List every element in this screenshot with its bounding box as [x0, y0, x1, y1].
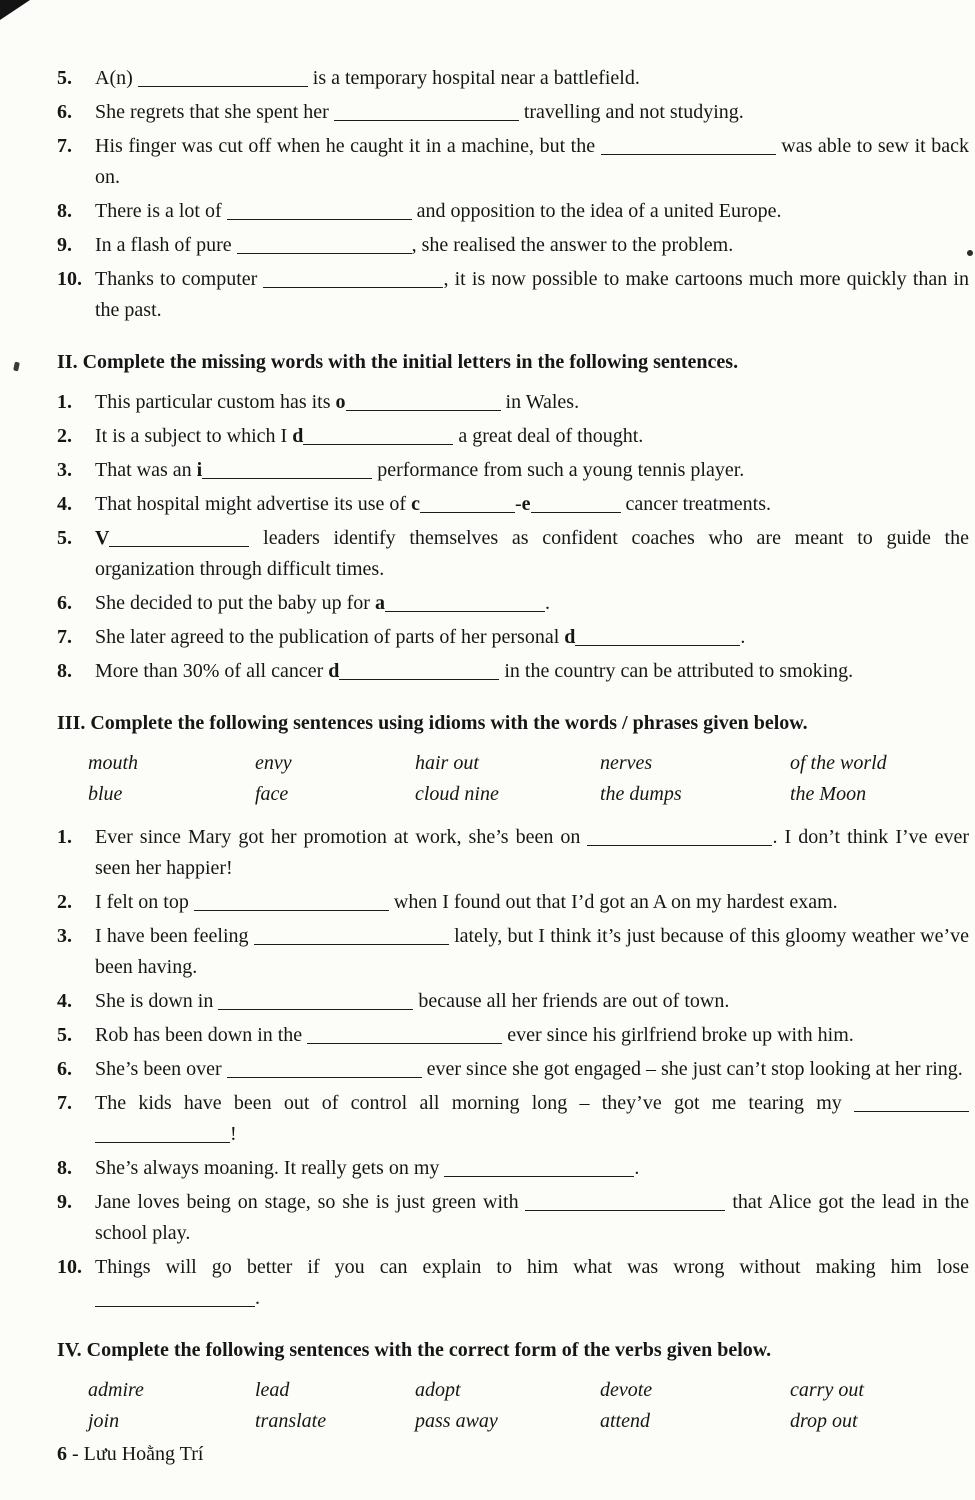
item-number: 6.	[57, 592, 72, 614]
word-bank-row	[88, 748, 969, 779]
blank-line	[194, 894, 389, 911]
item-number: 8.	[57, 1157, 72, 1179]
section-iii-items	[57, 822, 969, 1314]
text-segment: There is a lot of	[95, 200, 227, 222]
blank-line	[444, 1160, 634, 1177]
section-iv-word-bank	[57, 1375, 969, 1437]
word-bank-term: face	[255, 783, 289, 805]
blank-line	[575, 629, 740, 646]
text-segment: His finger was cut off when he caught it in a machine, but the	[95, 135, 601, 157]
text-segment: !	[230, 1123, 237, 1145]
exercise-item	[57, 196, 969, 227]
text-segment: .	[740, 626, 746, 648]
text-segment: .	[544, 592, 550, 614]
item-number: 2.	[57, 891, 72, 913]
blank-line	[263, 271, 443, 288]
exercise-item	[57, 1153, 969, 1184]
item-text	[95, 1024, 854, 1046]
page-footer	[57, 1439, 203, 1470]
exercise-item	[57, 1054, 969, 1085]
exercise-item	[57, 455, 969, 486]
text-segment: She later agreed to the publication of parts of her personal	[95, 626, 565, 648]
item-number: 1.	[57, 826, 72, 848]
text-segment: That hospital might advertise its use of	[95, 493, 412, 515]
exercise-item	[57, 986, 969, 1017]
word-bank-term: the dumps	[600, 783, 682, 805]
blank-line	[138, 70, 308, 87]
item-text	[95, 891, 838, 913]
scan-corner-artifact	[0, 0, 30, 20]
item-text	[95, 1191, 969, 1244]
item-number: 10.	[57, 268, 82, 290]
exercise-item	[57, 656, 969, 687]
exercise-item	[57, 131, 969, 193]
item-text	[95, 459, 744, 481]
blank-line	[307, 1027, 502, 1044]
text-segment: , she realised the answer to the problem.	[411, 234, 734, 256]
page-number: 6	[57, 1443, 67, 1465]
text-segment: Ever since Mary got her promotion at work, she’s been on	[95, 826, 588, 848]
item-number: 9.	[57, 1191, 72, 1213]
blank-line	[227, 203, 412, 220]
item-text	[95, 990, 729, 1012]
text-segment: -	[514, 493, 522, 515]
section-ii-items	[57, 387, 969, 687]
item-text	[95, 1058, 963, 1080]
item-number: 7.	[57, 626, 72, 648]
footer-author: - Lưu Hoằng Trí	[67, 1443, 204, 1465]
initial-letter: V	[95, 527, 110, 549]
item-number: 5.	[57, 527, 72, 549]
item-text	[95, 268, 969, 321]
blank-line	[254, 928, 449, 945]
exercise-item	[57, 1088, 969, 1150]
item-number: 6.	[57, 1058, 72, 1080]
text-segment: The kids have been out of control all morning long – they’ve got me tearing my	[95, 1092, 854, 1114]
word-bank-term: admire	[88, 1379, 144, 1401]
exercise-item	[57, 264, 969, 326]
item-text	[95, 493, 771, 515]
text-segment: . I don’t think I’ve ever seen her happier!	[95, 826, 969, 879]
text-segment: is a temporary hospital near a battlefield.	[307, 67, 640, 89]
text-segment: She’s been over	[95, 1058, 227, 1080]
word-bank-row	[88, 1406, 969, 1437]
section-i-items	[57, 63, 969, 326]
item-number: 5.	[57, 1024, 72, 1046]
word-bank-term: translate	[255, 1410, 327, 1432]
blank-line	[420, 496, 515, 513]
exercise-item	[57, 588, 969, 619]
initial-letter: a	[374, 592, 385, 614]
exercise-item	[57, 97, 969, 128]
word-bank-term: carry out	[790, 1379, 864, 1401]
text-segment: leaders identify themselves as confident coaches who are meant to guide the organization through difficult times.	[95, 527, 969, 580]
blank-line	[339, 663, 499, 680]
text-segment: was able to sew it back on.	[95, 135, 969, 188]
section-iii-word-bank	[57, 748, 969, 810]
text-segment: A(n)	[95, 67, 138, 89]
word-bank-term: adopt	[415, 1379, 461, 1401]
text-segment: She is down in	[95, 990, 219, 1012]
item-text	[95, 527, 969, 580]
blank-line	[525, 1194, 725, 1211]
text-segment: in the country can be attributed to smoking.	[499, 660, 854, 682]
text-segment: ever since she got engaged – she just can’t stop looking at her ring.	[421, 1058, 963, 1080]
text-segment: I felt on top	[95, 891, 194, 913]
exercise-item	[57, 1020, 969, 1051]
section-ii-heading: II. Complete the missing words with the initial letters in the following sentences.	[57, 351, 739, 373]
item-number: 4.	[57, 990, 72, 1012]
blank-line	[587, 829, 772, 846]
word-bank-term: lead	[255, 1379, 290, 1401]
blank-line	[202, 462, 372, 479]
item-text	[95, 826, 969, 879]
item-text	[95, 592, 550, 614]
blank-line	[385, 595, 545, 612]
text-segment: when I found out that I’d got an A on my hardest exam.	[388, 891, 838, 913]
exercise-item	[57, 421, 969, 452]
item-number: 2.	[57, 425, 72, 447]
word-bank-term: devote	[600, 1379, 653, 1401]
blank-line	[237, 237, 412, 254]
item-number: 10.	[57, 1256, 82, 1278]
item-text	[95, 626, 745, 648]
initial-letter: d	[564, 626, 576, 648]
word-bank-term: envy	[255, 752, 292, 774]
text-segment: and opposition to the idea of a united Europe.	[411, 200, 782, 222]
word-bank-term: mouth	[88, 752, 138, 774]
initial-letter: i	[196, 459, 203, 481]
section-iii-heading: III. Complete the following sentences using idioms with the words / phrases given below.	[57, 712, 808, 734]
text-segment: Thanks to computer	[95, 268, 264, 290]
text-segment: Rob has been down in the	[95, 1024, 308, 1046]
word-bank-term: join	[88, 1410, 120, 1432]
item-number: 3.	[57, 459, 72, 481]
exercise-item	[57, 1252, 969, 1314]
text-segment: in Wales.	[500, 391, 580, 413]
item-text	[95, 135, 969, 188]
text-segment: .	[255, 1287, 260, 1309]
item-number: 3.	[57, 925, 72, 947]
word-bank-term: the Moon	[790, 783, 867, 805]
text-segment: She regrets that she spent her	[95, 101, 334, 123]
blank-line	[334, 104, 519, 121]
word-bank-term: pass away	[415, 1410, 498, 1432]
blank-line	[303, 428, 453, 445]
word-bank-term: attend	[600, 1410, 650, 1432]
word-bank-term: hair out	[415, 752, 479, 774]
text-segment: a great deal of thought.	[453, 425, 644, 447]
text-segment: Things will go better if you can explain to him what was wrong without making him lose	[95, 1256, 969, 1278]
word-bank-term: of the world	[790, 752, 887, 774]
blank-line	[601, 138, 776, 155]
text-segment: More than 30% of all cancer	[95, 660, 329, 682]
initial-letter: d	[328, 660, 340, 682]
blank-line	[531, 496, 621, 513]
text-segment: In a flash of pure	[95, 234, 237, 256]
exercise-item	[57, 1187, 969, 1249]
item-text	[95, 1256, 969, 1309]
word-bank-term: drop out	[790, 1410, 858, 1432]
text-segment: Jane loves being on stage, so she is just green with	[95, 1191, 526, 1213]
exercise-item	[57, 230, 969, 261]
item-number: 4.	[57, 493, 72, 515]
exercise-item	[57, 887, 969, 918]
item-text	[95, 425, 643, 447]
initial-letter: c	[411, 493, 420, 515]
text-segment: because all her friends are out of town.	[413, 990, 730, 1012]
exercise-item	[57, 921, 969, 983]
item-number: 6.	[57, 101, 72, 123]
exercise-item	[57, 622, 969, 653]
blank-line	[227, 1061, 422, 1078]
text-segment: travelling and not studying.	[518, 101, 744, 123]
exercise-item	[57, 63, 969, 94]
item-number: 8.	[57, 200, 72, 222]
item-text	[95, 234, 733, 256]
text-segment: .	[634, 1157, 640, 1179]
text-segment: that Alice got the lead in the school play.	[95, 1191, 969, 1244]
blank-line	[218, 993, 413, 1010]
text-segment: She’s always moaning. It really gets on my	[95, 1157, 445, 1179]
exercise-item	[57, 822, 969, 884]
blank-line	[109, 530, 249, 547]
initial-letter: o	[335, 391, 346, 413]
exercise-item	[57, 489, 969, 520]
item-number: 1.	[57, 391, 72, 413]
item-text	[95, 200, 782, 222]
text-segment: It is a subject to which I	[95, 425, 293, 447]
item-text	[95, 1157, 639, 1179]
word-bank-row	[88, 1375, 969, 1406]
text-segment: lately, but I think it’s just because of this gloomy weather we’ve been having.	[95, 925, 969, 978]
exercise-item	[57, 523, 969, 585]
section-iv-heading: IV. Complete the following sentences with the correct form of the verbs given below.	[57, 1339, 772, 1361]
item-text	[95, 660, 853, 682]
initial-letter: e	[521, 493, 531, 515]
scan-speck	[13, 362, 20, 372]
blank-line	[95, 1290, 255, 1307]
item-text	[95, 925, 969, 978]
text-segment: That was an	[95, 459, 197, 481]
text-segment: I have been feeling	[95, 925, 254, 947]
text-segment: ever since his girlfriend broke up with him.	[502, 1024, 854, 1046]
item-text	[95, 67, 640, 89]
item-text	[95, 101, 744, 123]
blank-line	[95, 1126, 230, 1143]
item-number: 8.	[57, 660, 72, 682]
word-bank-row	[88, 779, 969, 810]
text-segment: , it is now possible to make cartoons much more quickly than in the past.	[95, 268, 969, 321]
word-bank-term: blue	[88, 783, 123, 805]
item-number: 7.	[57, 135, 72, 157]
exercise-item	[57, 387, 969, 418]
item-number: 9.	[57, 234, 72, 256]
initial-letter: d	[292, 425, 304, 447]
item-text	[95, 391, 579, 413]
word-bank-term: nerves	[600, 752, 653, 774]
text-segment: She decided to put the baby up for	[95, 592, 375, 614]
blank-line	[346, 394, 501, 411]
text-segment: performance from such a young tennis player.	[372, 459, 745, 481]
text-segment: cancer treatments.	[620, 493, 771, 515]
item-number: 5.	[57, 67, 72, 89]
item-number: 7.	[57, 1092, 72, 1114]
word-bank-term: cloud nine	[415, 783, 499, 805]
item-text	[95, 1092, 969, 1145]
blank-line	[854, 1095, 969, 1112]
text-segment: This particular custom has its	[95, 391, 336, 413]
